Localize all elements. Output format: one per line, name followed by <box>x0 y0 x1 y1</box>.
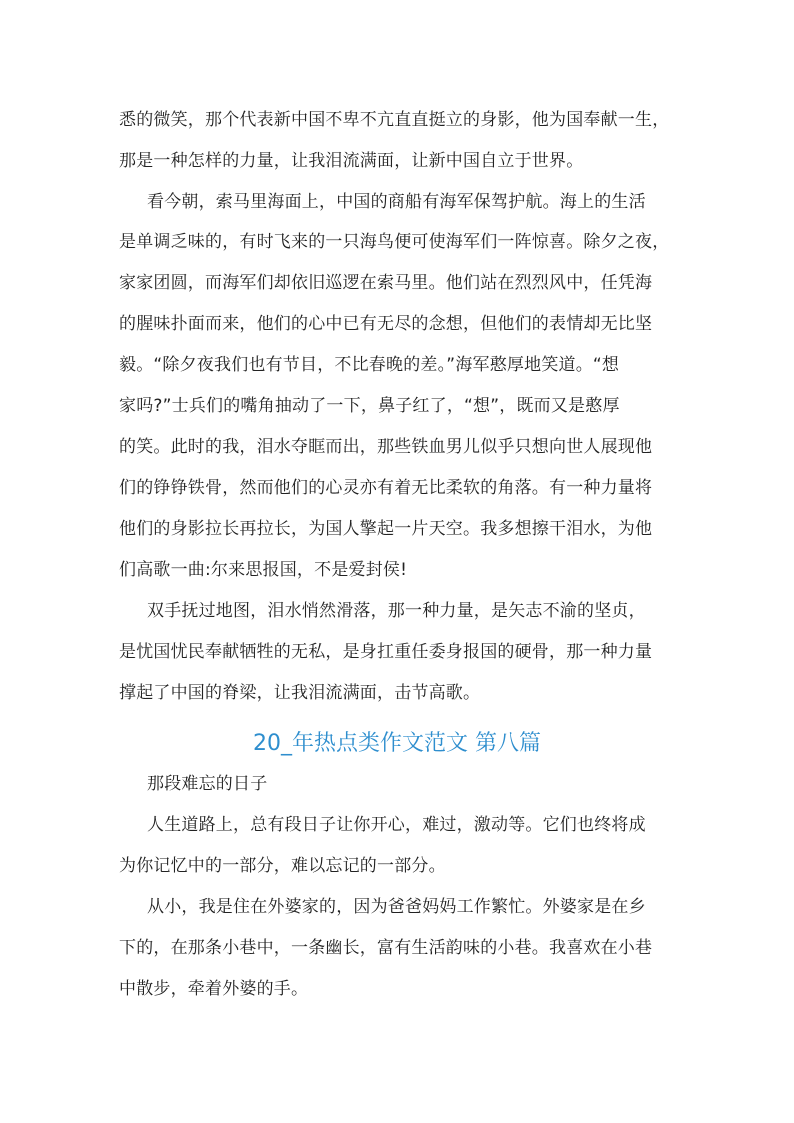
paragraph-first-line: 双手抚过地图，泪水悄然滑落，那一种力量，是矢志不渝的坚贞， <box>147 601 646 621</box>
text-line: 家家团圆，而海军们却依旧巡逻在索马里。他们站在烈烈风中，任凭海 <box>119 273 653 293</box>
section-heading: 20_年热点类作文范文 第八篇 <box>253 731 541 756</box>
paragraph-first-line: 看今朝，索马里海面上，中国的商船有海军保驾护航。海上的生活 <box>147 192 646 212</box>
text-line: 撑起了中国的脊梁，让我泪流满面，击节高歌。 <box>119 683 481 703</box>
text-line: 毅。“除夕夜我们也有节目，不比春晚的差。”海军憨厚地笑道。“想 <box>119 355 620 375</box>
text-line: 的笑。此时的我，泪水夺眶而出，那些铁血男儿似乎只想向世人展现他 <box>119 437 653 457</box>
text-line: 是单调乏味的，有时飞来的一只海鸟便可使海军们一阵惊喜。除夕之夜， <box>119 232 670 252</box>
text-line: 的腥味扑面而来，他们的心中已有无尽的念想，但他们的表情却无比坚 <box>119 314 653 334</box>
text-line: 们高歌一曲:尔来思报国，不是爱封侯! <box>119 560 408 580</box>
text-line: 家吗?”士兵们的嘴角抽动了一下，鼻子红了，“想”，既而又是憨厚 <box>119 396 620 416</box>
text-line: 中散步，牵着外婆的手。 <box>119 979 309 999</box>
text-line: 们的铮铮铁骨，然而他们的心灵亦有着无比柔软的角落。有一种力量将 <box>119 478 653 498</box>
text-line: 为你记忆中的一部分，难以忘记的一部分。 <box>119 856 446 876</box>
paragraph-first-line: 从小，我是住在外婆家的，因为爸爸妈妈工作繁忙。外婆家是在乡 <box>147 897 646 917</box>
text-line: 他们的身影拉长再拉长，为国人擎起一片天空。我多想擦干泪水，为他 <box>119 519 653 539</box>
text-line: 是忧国忧民奉献牺牲的无私，是身扛重任委身报国的硬骨，那一种力量 <box>119 642 653 662</box>
text-line: 那是一种怎样的力量，让我泪流满面，让新中国自立于世界。 <box>119 151 584 171</box>
subtitle: 那段难忘的日子 <box>147 774 268 794</box>
text-line: 下的，在那条小巷中，一条幽长，富有生活韵味的小巷。我喜欢在小巷 <box>119 938 653 958</box>
text-line: 悉的微笑，那个代表新中国不卑不亢直直挺立的身影，他为国奉献一生， <box>119 110 670 130</box>
paragraph-first-line: 人生道路上，总有段日子让你开心，难过，激动等。它们也终将成 <box>147 815 646 835</box>
